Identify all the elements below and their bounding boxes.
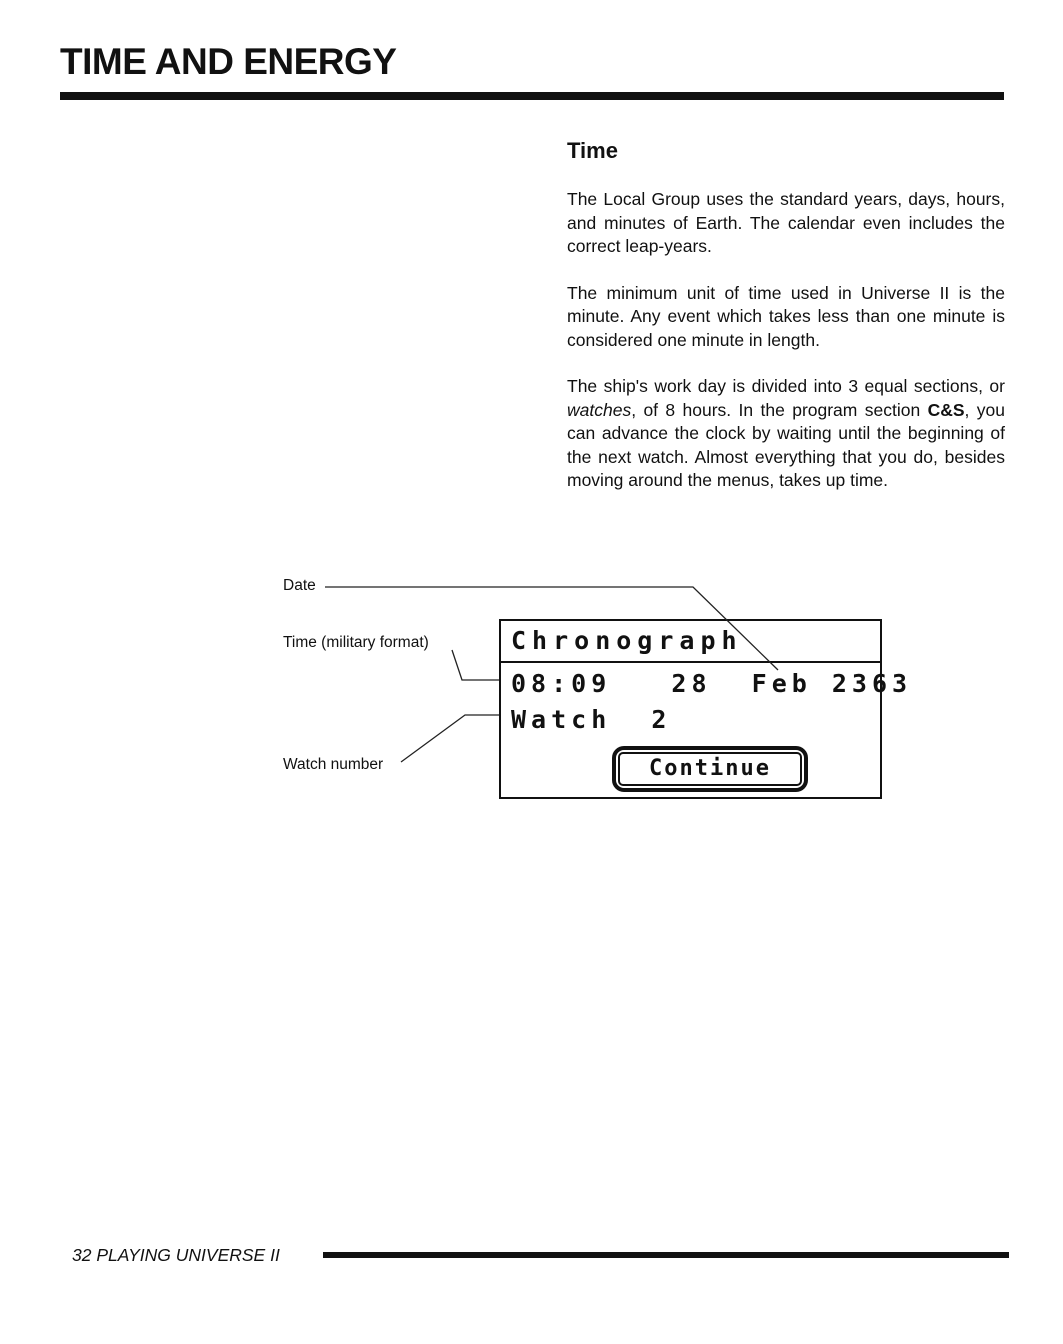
text-column (567, 136, 1005, 516)
chronograph-month: Feb (751, 669, 812, 698)
continue-button[interactable] (612, 746, 808, 792)
paragraph-watches-part-a: The ship's work day is divided into 3 equal sections, or (567, 376, 1005, 396)
chapter-rule (60, 92, 1004, 100)
chronograph-watch-number: 2 (651, 705, 672, 734)
callout-date-label: Date (283, 577, 316, 594)
page-footer: 32 PLAYING UNIVERSE II (72, 1245, 280, 1265)
paragraph-watches (567, 375, 1005, 493)
chronograph-day: 28 (671, 669, 712, 698)
chronograph-window (499, 619, 913, 799)
watches-emphasis: watches (567, 399, 632, 420)
chronograph-year: 2363 (831, 669, 913, 698)
section-heading: Time (567, 138, 618, 163)
paragraph-minimum-unit: The minimum unit of time used in Universe II is the minute. Any event which takes less than one minute is considered one minute in length. (567, 282, 1005, 350)
footer-rule (323, 1252, 1009, 1258)
paragraph-watches-part-b: , of 8 hours. In the program section (631, 399, 928, 420)
chapter-title: TIME AND ENERGY (60, 41, 397, 82)
callout-watch-label: Watch number (283, 756, 384, 773)
continue-button-label: Continue (618, 752, 802, 786)
paragraph-watches-part-c: , you can advance the clock by waiting until the beginning of the next watch. Almost everything that you do, besides moving around the menus, takes up time. (567, 399, 1005, 490)
chronograph-time-row (511, 669, 912, 699)
cs-section-name: C&S (927, 399, 965, 420)
chronograph-title: Chronograph (501, 621, 880, 663)
chronograph-watch-row (511, 705, 671, 735)
time-leader-line (452, 650, 499, 680)
paragraph-local-group: The Local Group uses the standard years, days, hours, and minutes of Earth. The calendar even includes the correct leap-years. (567, 189, 1005, 256)
chronograph-watch-label: Watch (511, 705, 612, 734)
watch-leader-line (401, 715, 499, 762)
chronograph-time: 08:09 (511, 669, 612, 698)
callout-time-label: Time (military format) (283, 634, 429, 651)
